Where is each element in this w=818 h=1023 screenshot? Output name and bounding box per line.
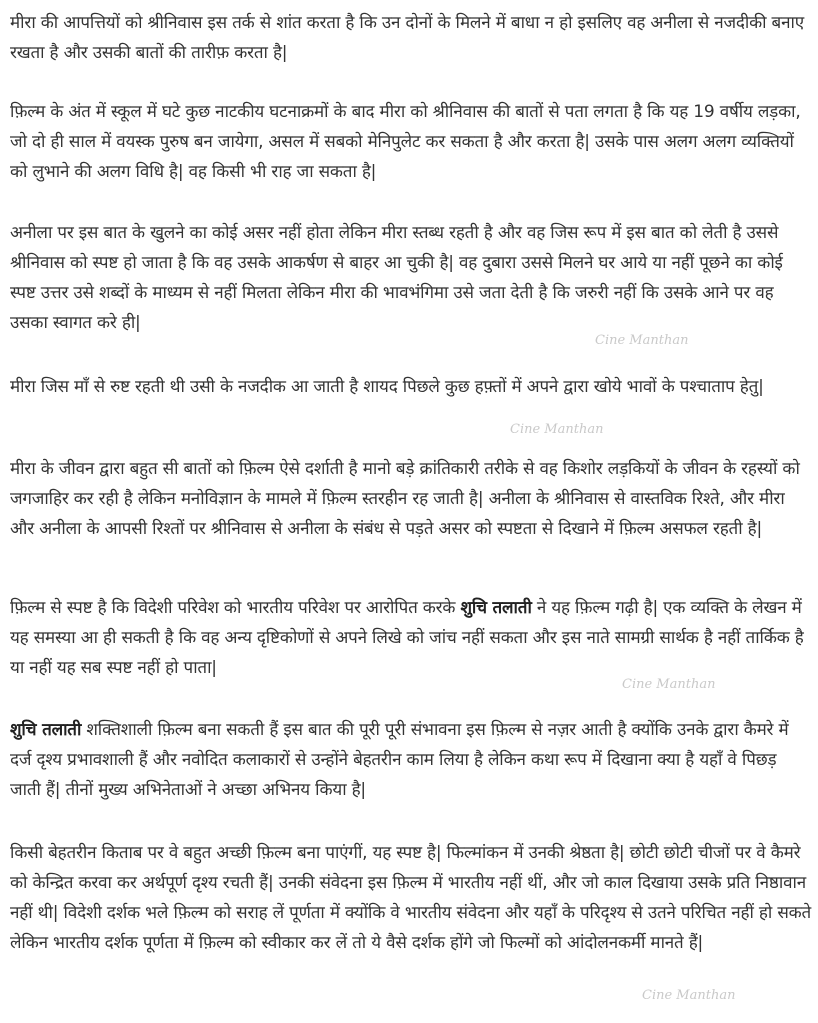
paragraph-7-text: शक्तिशाली फ़िल्म बना सकती हैं इस बात की पूरी पूरी संभावना इस फ़िल्म से नज़र आती है क्योंकि उनके द्वारा कैमरे में दर्ज दृश्य प्रभावशाली हैं और नवोदित कलाकारों से उन्होंने बेहतरीन काम लिया है लेकिन कथा रूप में दिखाना क्या है यहाँ वे पिछड़ जाती हैं| तीनों मुख्य अभिनेताओं ने अच्छा अभिनय किया है| bbox=[10, 720, 789, 800]
paragraph-7 bbox=[10, 715, 812, 805]
director-name: शुचि तलाती bbox=[460, 598, 532, 618]
paragraph-5: मीरा के जीवन द्वारा बहुत सी बातों को फ़िल्म ऐसे दर्शाती है मानो बड़े क्रांतिकारी तरीके से वह किशोर लड़कियों के जीवन के रहस्यों को जगजाहिर कर रही है लेकिन मनोविज्ञान के मामले में फ़िल्म स्तरहीन रह जाती है| अनीला के श्रीनिवास से वास्तविक रिश्ते, और मीरा और अनीला के आपसी रिश्तों पर श्रीनिवास से अनीला के संबंध से पड़ते असर को स्पष्टता से दिखाने में फ़िल्म असफल रहती है| bbox=[10, 459, 800, 539]
paragraph-8: किसी बेहतरीन किताब पर वे बहुत अच्छी फ़िल्म बना पाएंगीं, यह स्पष्ट है| फिल्मांकन में उनकी श्रेष्ठता है| छोटी छोटी चीजों पर वे कैमरे को केन्द्रित करवा कर अर्थपूर्ण दृश्य रचती हैं| उनकी संवेदना इस फ़िल्म में भारतीय नहीं थीं, और जो काल दिखाया उसके प्रति निष्ठावान नहीं थी| विदेशी दर्शक भले फ़िल्म को सराह लें पूर्णता में क्योंकि वे भारतीय संवेदना और यहाँ के परिदृश्य से उतने परिचित नहीं हो सकते लेकिन भारतीय दर्शक पूर्णता में फ़िल्म को स्वीकार कर लें तो ये वैसे दर्शक होंगे जो फिल्मों को आंदोलनकर्मी मानते हैं| bbox=[10, 843, 811, 953]
paragraph-3: अनीला पर इस बात के खुलने का कोई असर नहीं होता लेकिन मीरा स्तब्ध रहती है और वह जिस रूप में इस बात को लेती है उससे श्रीनिवास को स्पष्ट हो जाता है कि वह उसके आकर्षण से बाहर आ चुकी है| वह दुबारा उससे मिलने घर आये या नहीं पूछने का कोई स्पष्ट उत्तर उसे शब्दों के माध्यम से नहीं मिलता लेकिन मीरा की भावभंगिमा उसे जता देती है कि जरुरी नहीं कि उसके आने पर वह उसका स्वागत करे ही| bbox=[10, 223, 783, 333]
paragraph-1: मीरा की आपत्तियों को श्रीनिवास इस तर्क से शांत करता है कि उन दोनों के मिलने में बाधा न हो इसलिए वह अनीला से नजदीकी बनाए रखता है और उसकी बातों की तारीफ़ करता है| bbox=[10, 13, 804, 63]
paragraph-6 bbox=[10, 593, 812, 683]
paragraph-4: मीरा जिस माँ से रुष्ट रहती थी उसी के नजदीक आ जाती है शायद पिछले कुछ हफ़्तों में अपने द्वारा खोये भावों के पश्चाताप हेतु| bbox=[10, 377, 764, 397]
watermark-4: Cine Manthan bbox=[642, 988, 736, 1003]
watermark-2: Cine Manthan bbox=[510, 422, 604, 437]
paragraph-2: फ़िल्म के अंत में स्कूल में घटे कुछ नाटकीय घटनाक्रमों के बाद मीरा को श्रीनिवास की बातों से पता लगता है कि यह 19 वर्षीय लड़का, जो दो ही साल में वयस्क पुरुष बन जायेगा, असल में सबको मेनिपुलेट कर सकता है और करता है| उसके पास अलग अलग व्यक्तियों को लुभाने की अलग विधि है| वह किसी भी राह जा सकता है| bbox=[10, 102, 801, 182]
paragraph-6-text-end: ने यह फ़िल्म गढ़ी है| एक व्यक्ति के लेखन में यह समस्या आ ही सकती है कि वह अन्य दृष्टिकोणों से अपने लिखे को जांच नहीं सकता और इस नाते सामग्री सार्थक है नहीं तार्किक है या नहीं यह सब स्पष्ट नहीं हो पाता| bbox=[10, 598, 804, 678]
paragraph-6-text-start: फ़िल्म से स्पष्ट है कि विदेशी परिवेश को भारतीय परिवेश पर आरोपित करके bbox=[10, 598, 461, 618]
watermark-1: Cine Manthan bbox=[595, 333, 689, 348]
director-name-2: शुचि तलाती bbox=[10, 720, 82, 740]
watermark-3: Cine Manthan bbox=[622, 677, 716, 692]
